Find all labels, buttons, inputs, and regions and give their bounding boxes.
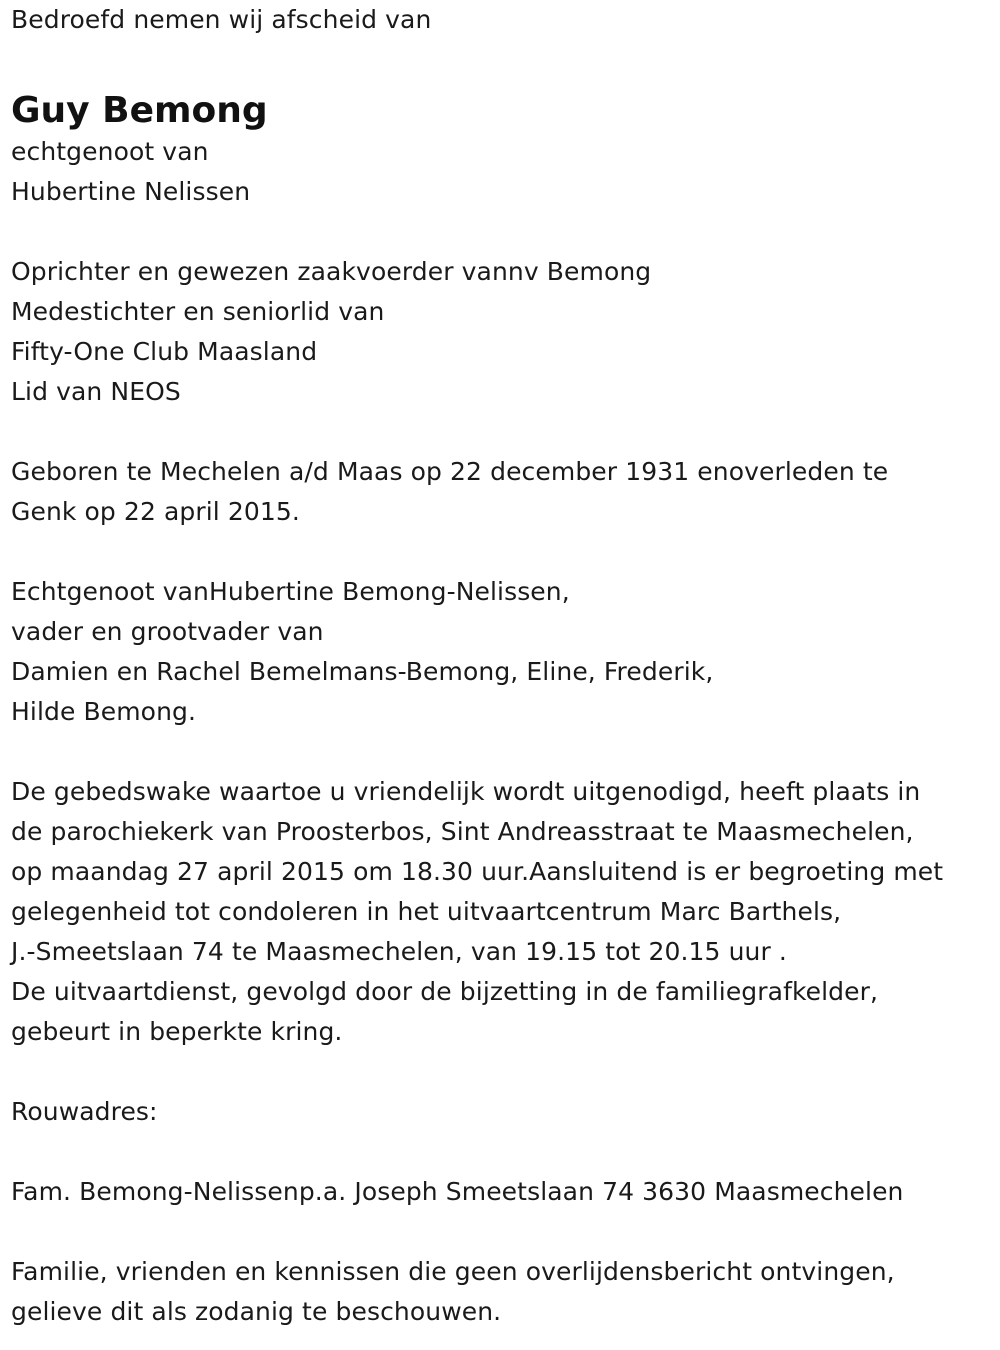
closing-line: Familie, vrienden en kennissen die geen overlijdensbericht ontvingen, [11,1257,895,1286]
address-line: Fam. Bemong-Nelissenp.a. Joseph Smeetslaan 74 3630 Maasmechelen [11,1177,904,1206]
role-line: Medestichter en seniorlid van [11,297,385,326]
ceremony-line: op maandag 27 april 2015 om 18.30 uur.Aansluitend is er begroeting met [11,857,944,886]
family-block [11,572,996,732]
spouse-block [11,132,996,212]
roles-block [11,252,996,412]
birth-death-line: Geboren te Mechelen a/d Maas op 22 december 1931 enoverleden te [11,457,889,486]
obituary-notice [11,0,996,1332]
spacer [11,532,996,572]
spacer [11,732,996,772]
spacer [11,1132,996,1172]
birth-death-line: Genk op 22 april 2015. [11,497,300,526]
birth-death-block [11,452,996,532]
closing-line: gelieve dit als zodanig te beschouwen. [11,1297,502,1326]
ceremony-line: De uitvaartdienst, gevolgd door de bijzetting in de familiegrafkelder, [11,977,879,1006]
family-line: Damien en Rachel Bemelmans-Bemong, Eline, Frederik, [11,657,714,686]
ceremony-line: gelegenheid tot condoleren in het uitvaartcentrum Marc Barthels, [11,897,842,926]
spacer [11,1212,996,1252]
ceremony-line: gebeurt in beperkte kring. [11,1017,343,1046]
address-label: Rouwadres: [11,1097,158,1126]
spacer [11,1052,996,1092]
family-line: vader en grootvader van [11,617,324,646]
spouse-line: echtgenoot van [11,137,209,166]
role-line: Fifty-One Club Maasland [11,337,318,366]
family-line: Echtgenoot vanHubertine Bemong-Nelissen, [11,577,570,606]
spacer [11,212,996,252]
ceremony-line: De gebedswake waartoe u vriendelijk wordt uitgenodigd, heeft plaats in [11,777,921,806]
ceremony-block [11,772,996,1052]
spacer [11,412,996,452]
spouse-line: Hubertine Nelissen [11,177,251,206]
closing-block [11,1252,996,1332]
role-line: Oprichter en gewezen zaakvoerder vannv Bemong [11,257,652,286]
deceased-name: Guy Bemong [11,90,268,131]
ceremony-line: de parochiekerk van Proosterbos, Sint Andreasstraat te Maasmechelen, [11,817,914,846]
ceremony-line: J.-Smeetslaan 74 te Maasmechelen, van 19.15 tot 20.15 uur . [11,937,787,966]
intro-line: Bedroefd nemen wij afscheid van [11,5,432,34]
role-line: Lid van NEOS [11,377,181,406]
spacer [11,40,996,80]
family-line: Hilde Bemong. [11,697,197,726]
